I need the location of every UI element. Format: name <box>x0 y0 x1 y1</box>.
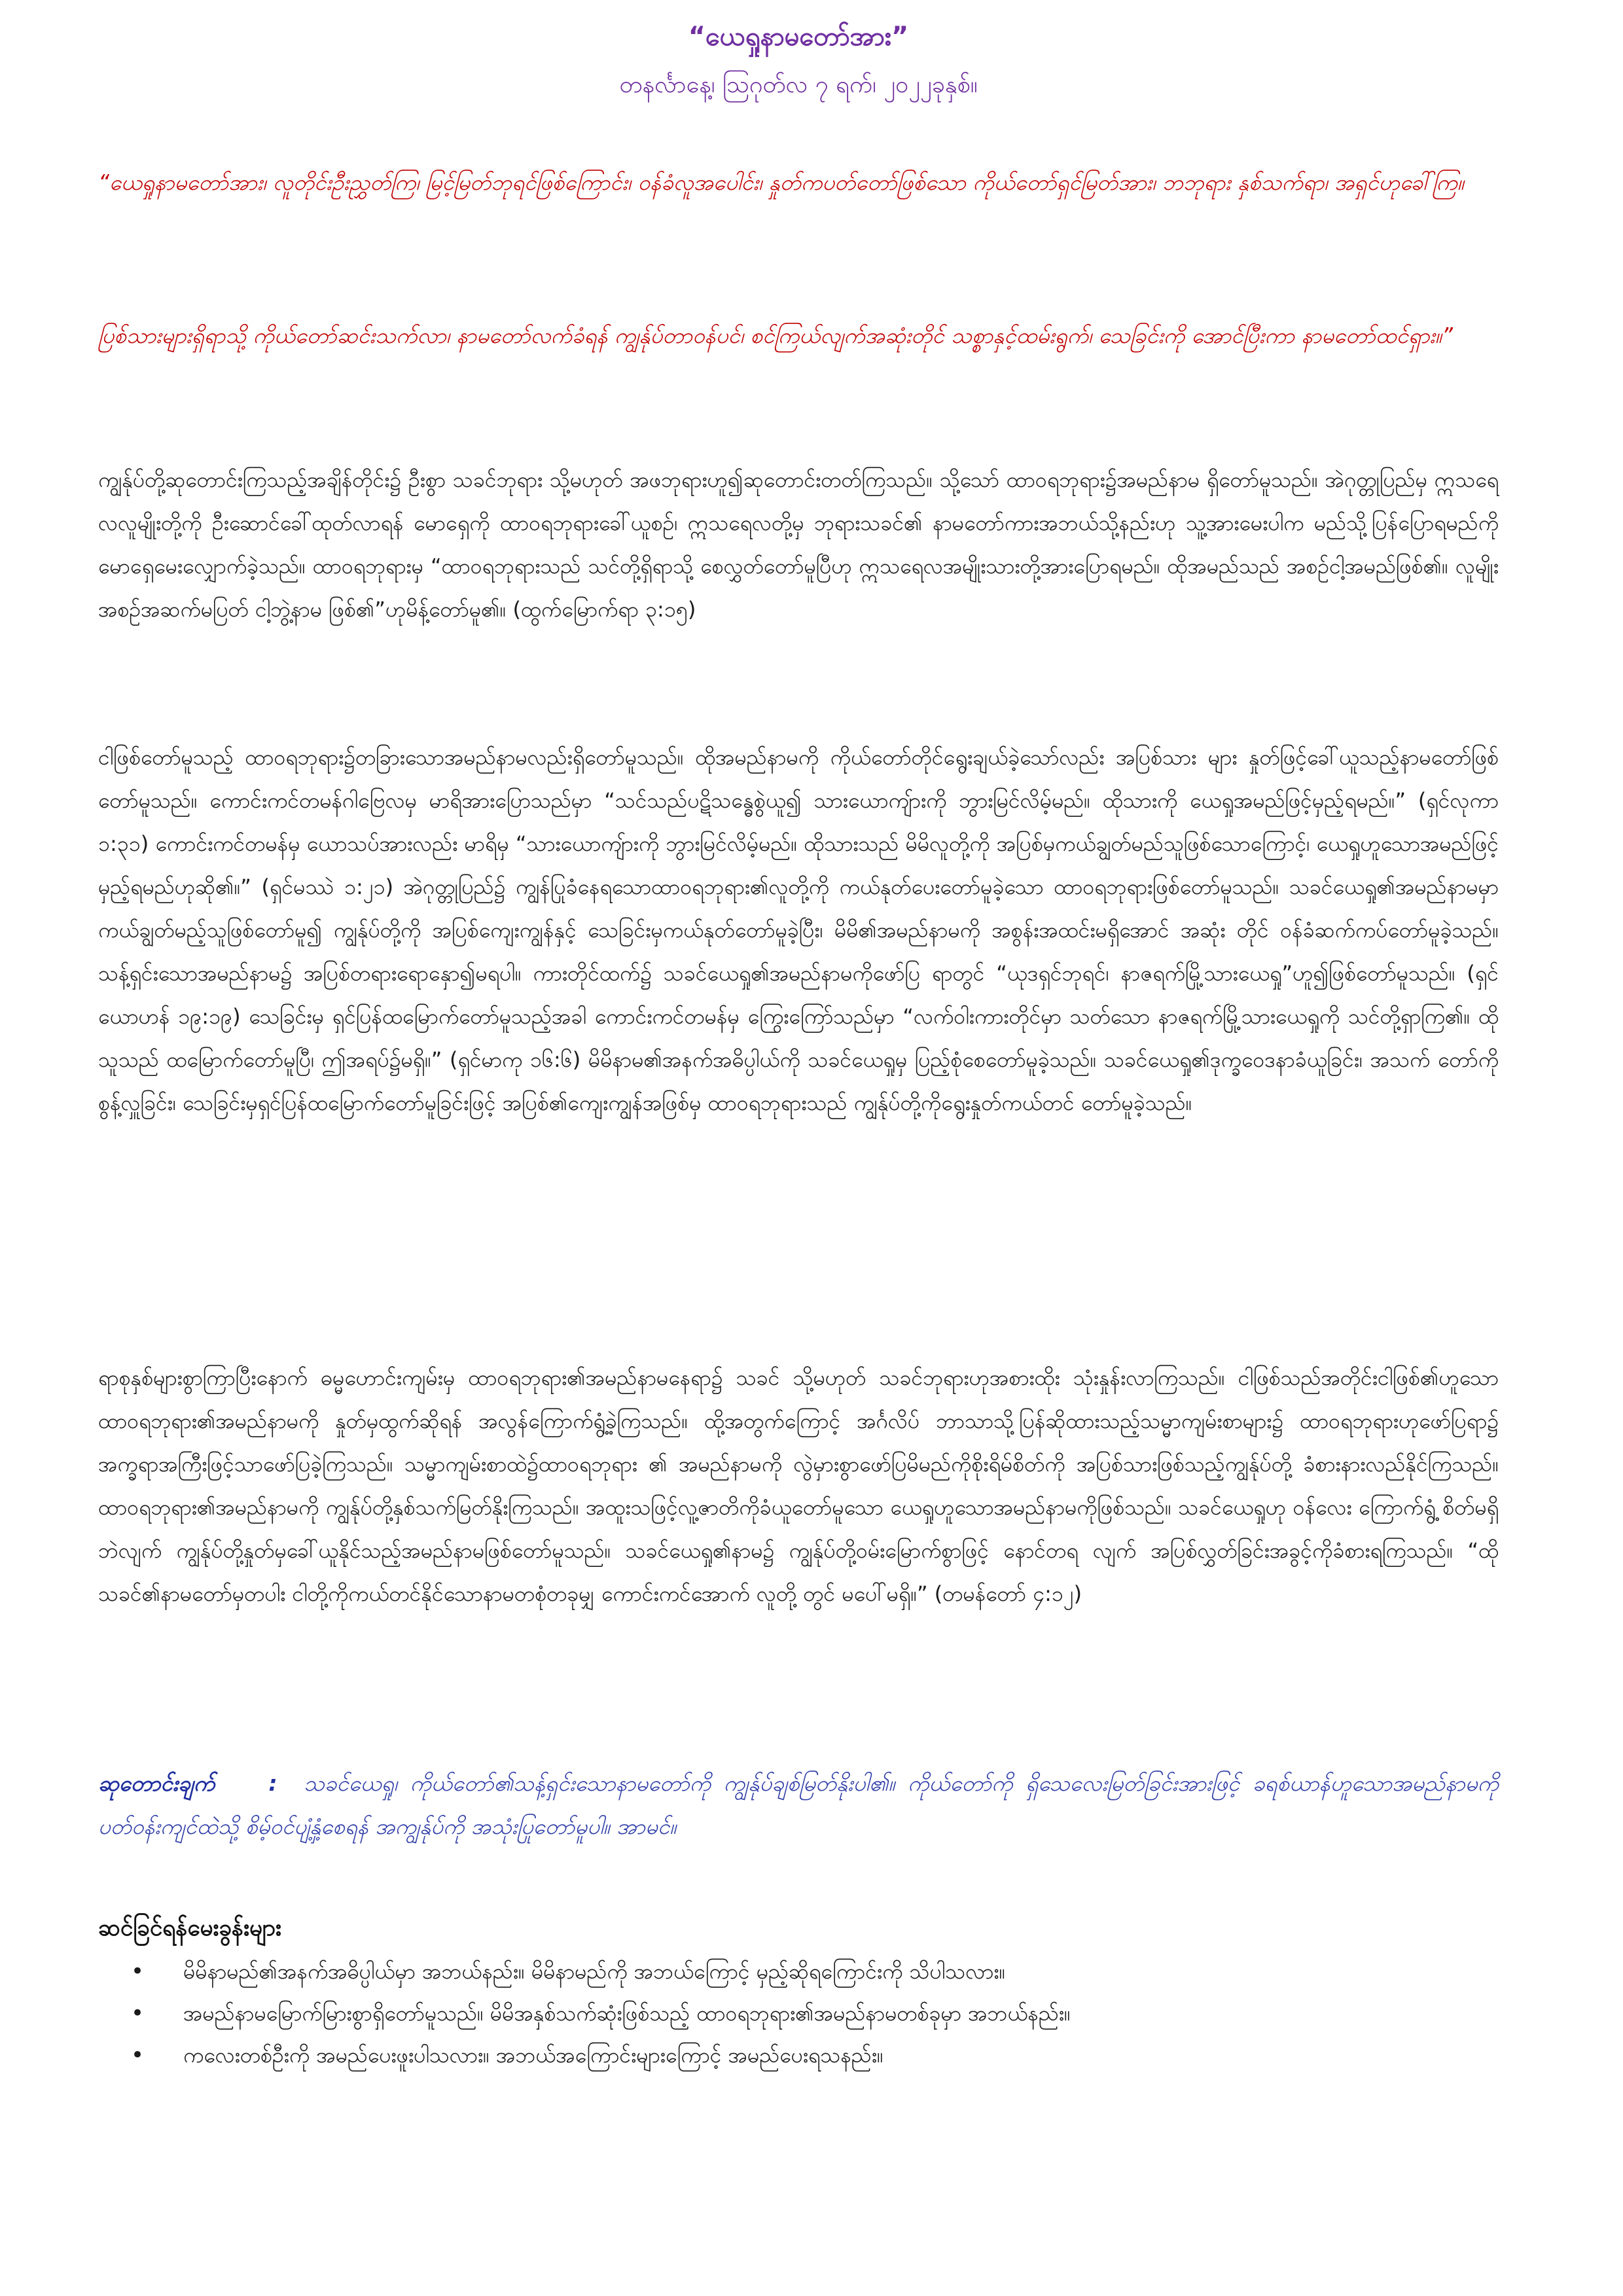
list-item <box>98 1950 1499 1992</box>
question-text: မိမိနာမည်၏အနက်အဓိပ္ပါယ်မှာ အဘယ်နည်း။ မိမိနာမည်ကို အဘယ်ကြောင့် မှည့်ဆိုရကြောင်းကို သိပါသလား။ <box>183 1959 1006 1984</box>
body-paragraph-1: ကျွန်ုပ်တို့ဆုတောင်းကြသည့်အချိန်တိုင်း၌ ဦးစွာ သခင်ဘုရား သို့မဟုတ် အဖဘုရားဟူ၍ဆုတောင်းတတ်ကြသည်။ သို့သော် ထာဝရဘုရား၌အမည်နာမ ရှိတော်မူသည်။ အဲဂုတ္တုပြည်မှ ဣသရေလလူမျိုးတို့ကို ဦးဆောင်ခေါ်ထုတ်လာရန် မောရှေကို ထာဝရဘုရားခေါ်ယူစဉ်၊ ဣသရေလတို့မှ ဘုရားသခင်၏ နာမတော်ကားအဘယ်သို့နည်းဟု သူ့အားမေးပါက မည်သို့ပြန်ပြောရမည်ကို မောရှေမေးလျှောက်ခဲ့သည်။ ထာဝရဘုရားမှ “ထာဝရဘုရားသည် သင်တို့ရှိရာသို့ စေလွှတ်တော်မူပြီဟု ဣသရေလအမျိုးသားတို့အားပြောရမည်။ ထိုအမည်သည် အစဉ်ငါ့အမည်ဖြစ်၏။ လူမျိုးအစဉ်အဆက်မပြတ် ငါ့ဘွဲ့နာမ ဖြစ်၏”ဟုမိန့်တော်မူ၏။ (ထွက်မြောက်ရာ ၃:၁၅) <box>98 467 1499 622</box>
questions-list <box>98 1950 1499 2076</box>
document-title: “ယေရှုနာမတော်အား” <box>688 22 909 52</box>
questions-heading: ဆင်ခြင်ရန်မေးခွန်းများ <box>98 1915 281 1941</box>
hymn-verse-2: ပြစ်သားများရှိရာသို့ ကိုယ်တော်ဆင်းသက်လာ၊ နာမတော်လက်ခံရန် ကျွန်ုပ်တာဝန်ပင်၊ စင်ကြယ်လျက်အဆုံးတိုင် သစ္စာနှင့်ထမ်းရွက်၊ သေခြင်းကို အောင်ပြီးကာ နာမတော်ထင်ရှား။” <box>98 323 1453 348</box>
bullet-icon: • <box>131 2000 145 2026</box>
list-item <box>98 1992 1499 2034</box>
body-paragraph-2: ငါဖြစ်တော်မူသည့် ထာဝရဘုရား၌တခြားသောအမည်နာမလည်းရှိတော်မူသည်။ ထိုအမည်နာမကို ကိုယ်တော်တိုင်ရွေးချယ်ခဲ့သော်လည်း အပြစ်သား များ နှုတ်ဖြင့်ခေါ်ယူသည့်နာမတော်ဖြစ်တော်မူသည်။ ကောင်းကင်တမန်ဂါဗြေလမှ မာရိအားပြောသည်မှာ “သင်သည်ပဋိသန္ဓေစွဲယူ၍ သားယောကျ်ားကို ဘွားမြင်လိမ့်မည်။ ထိုသားကို ယေရှုအမည်ဖြင့်မှည့်ရမည်။” (ရှင်လုကာ ၁:၃၁) ကောင်းကင်တမန်မှ ယောသပ်အားလည်း မာရိမှ “သားယောကျ်ားကို ဘွားမြင်လိမ့်မည်။ ထိုသားသည် မိမိလူတို့ကို အပြစ်မှကယ်ချွတ်မည်သူဖြစ်သောကြောင့်၊ ယေရှုဟူသောအမည်ဖြင့်မှည့်ရမည်ဟုဆို၏။” (ရှင်မဿဲ ၁:၂၁) အဲဂုတ္တုပြည်၌ ကျွန်ပြုခံနေရသောထာဝရဘုရား၏လူတို့ကို ကယ်နုတ်ပေးတော်မူခဲ့သော ထာဝရဘုရားဖြစ်တော်မူသည်။ သခင်ယေရှု၏အမည်နာမမှာ ကယ်ချွတ်မည့်သူဖြစ်တော်မူ၍ ကျွန်ုပ်တို့ကို အပြစ်ကျေးကျွန်နှင့် သေခြင်းမှကယ်နုတ်တော်မူခဲ့ပြီး၊ မိမိ၏အမည်နာမကို အစွန်းအထင်းမရှိအောင် အဆုံး တိုင် ဝန်ခံဆက်ကပ်တော်မူခဲ့သည်။ သန့်ရှင်းသောအမည်နာမ၌ အပြစ်တရားရောနှော၍မရပါ။ ကားတိုင်ထက်၌ သခင်ယေရှု၏အမည်နာမကိုဖော်ပြ ရာတွင် “ယုဒရှင်ဘုရင်၊ နာဇရက်မြို့သားယေရှု”ဟူ၍ဖြစ်တော်မူသည်။ (ရှင်ယောဟန် ၁၉:၁၉) သေခြင်းမှ ရှင်ပြန်ထမြောက်တော်မူသည့်အခါ ကောင်းကင်တမန်မှ ကြွေးကြော်သည်မှာ “လက်ဝါးကားတိုင်မှာ သတ်သော နာဇရက်မြို့သားယေရှုကို သင်တို့ရှာကြ၏။ ထိုသူသည် ထမြောက်တော်မူပြီ၊ ဤအရပ်၌မရှိ။” (ရှင်မာကု ၁၆:၆) မိမိနာမ၏အနက်အဓိပ္ပါယ်ကို သခင်ယေရှုမှ ပြည့်စုံစေတော်မူခဲ့သည်။ သခင်ယေရှု၏ဒုက္ခဝေဒနာခံယူခြင်း၊ အသက် တော်ကို စွန့်လှူခြင်း၊ သေခြင်းမှရှင်ပြန်ထမြောက်တော်မူခြင်းဖြင့် အပြစ်၏ကျေးကျွန်အဖြစ်မှ ထာဝရဘုရားသည် ကျွန်ုပ်တို့ကိုရွေးနှုတ်ကယ်တင် တော်မူခဲ့သည်။ <box>98 745 1499 1115</box>
bullet-icon: • <box>131 1958 145 1984</box>
list-item <box>98 2034 1499 2076</box>
prayer-text: သခင်ယေရှု၊ ကိုယ်တော်၏သန့်ရှင်းသောနာမတော်ကို ကျွန်ုပ်ချစ်မြတ်နိုးပါ၏။ ကိုယ်တော်ကို ရှိသေလေးမြတ်ခြင်းအားဖြင့် ခရစ်ယာန်ဟူသောအမည်နာမကို ပတ်ဝန်းကျင်ထဲသို့ စိမ့်ဝင်ပျံ့နှံ့စေရန် အကျွန်ုပ်ကို အသုံးပြုတော်မူပါ။ အာမင်။ <box>98 1770 1499 1839</box>
bullet-icon: • <box>131 2042 145 2068</box>
prayer-separator: : <box>268 1770 277 1796</box>
body-paragraph-3: ရာစုနှစ်များစွာကြာပြီးနောက် ဓမ္မဟောင်းကျမ်းမှ ထာဝရဘုရား၏အမည်နာမနေရာ၌ သခင် သို့မဟုတ် သခင်ဘုရားဟုအစားထိုး သုံးနှုန်းလာကြသည်။ ငါဖြစ်သည်အတိုင်းငါဖြစ်၏ဟူသော ထာဝရဘုရား၏အမည်နာမကို နှုတ်မှထွက်ဆိုရန် အလွန်ကြောက်ရွံ့ခဲ့ကြသည်။ ထို့အတွက်ကြောင့် အင်္ဂလိပ် ဘာသာသို့ပြန်ဆိုထားသည့်သမ္မာကျမ်းစာများ၌ ထာဝရဘုရားဟုဖော်ပြရာ၌ အက္ခရာအကြီးဖြင့်သာဖော်ပြခဲ့ကြသည်။ သမ္မာကျမ်းစာထဲ၌ထာဝရဘုရား ၏ အမည်နာမကို လွဲမှားစွာဖော်ပြမိမည်ကိုစိုးရိမ်စိတ်ကို အပြစ်သားဖြစ်သည့်ကျွန်ုပ်တို့ ခံစားနားလည်နိုင်ကြသည်။ ထာဝရဘုရား၏အမည်နာမကို ကျွန်ုပ်တို့နှစ်သက်မြတ်နိုးကြသည်။ အထူးသဖြင့်လူ့ဇာတိကိုခံယူတော်မူသော ယေရှုဟူသောအမည်နာမကိုဖြစ်သည်။ သခင်ယေရှုဟု ဝန်လေး ကြောက်ရွံ့ စိတ်မရှိဘဲလျက် ကျွန်ုပ်တို့နှုတ်မှခေါ်ယူနိုင်သည့်အမည်နာမဖြစ်တော်မူသည်။ သခင်ယေရှု၏နာမ၌ ကျွန်ုပ်တို့ဝမ်းမြောက်စွာဖြင့် နောင်တရ လျက် အပြစ်လွှတ်ခြင်းအခွင့်ကိုခံစားရကြသည်။ “ထိုသခင်၏နာမတော်မှတပါး ငါတို့ကိုကယ်တင်နိုင်သောနာမတစုံတခုမျှ ကောင်းကင်အောက် လူတို့ တွင် မပေါ်မရှိ။” (တမန်တော် ၄:၁၂) <box>98 1365 1499 1606</box>
question-text: ကလေးတစ်ဦးကို အမည်ပေးဖူးပါသလား။ အဘယ်အကြောင်းများကြောင့် အမည်ပေးရသနည်း။ <box>183 2043 883 2068</box>
prayer-section <box>98 1762 1499 1848</box>
document-date: တနင်္လာနေ့၊ ဩဂုတ်လ ၇ ရက်၊ ၂၀၂၂ခုနှစ်။ <box>619 71 978 98</box>
prayer-label: ဆုတောင်းချက် <box>98 1770 215 1796</box>
question-text: အမည်နာမမြောက်မြားစွာရှိတော်မူသည်။ မိမိအနှစ်သက်ဆုံးဖြစ်သည့် ထာဝရဘုရား၏အမည်နာမတစ်ခုမှာ အဘယ်နည်း။ <box>183 2001 1071 2026</box>
hymn-verse-1: “ယေရှုနာမတော်အား၊ လူတိုင်းဦးညွှတ်ကြ၊ မြင့်မြတ်ဘုရင်ဖြစ်ကြောင်း၊ ဝန်ခံလူအပေါင်း၊ နှုတ်ကပတ်တော်ဖြစ်သော ကိုယ်တော်ရှင်မြတ်အား၊ ဘဘုရား နှစ်သက်ရာ၊ အရှင်ဟုခေါ်ကြ။ <box>98 170 1464 195</box>
